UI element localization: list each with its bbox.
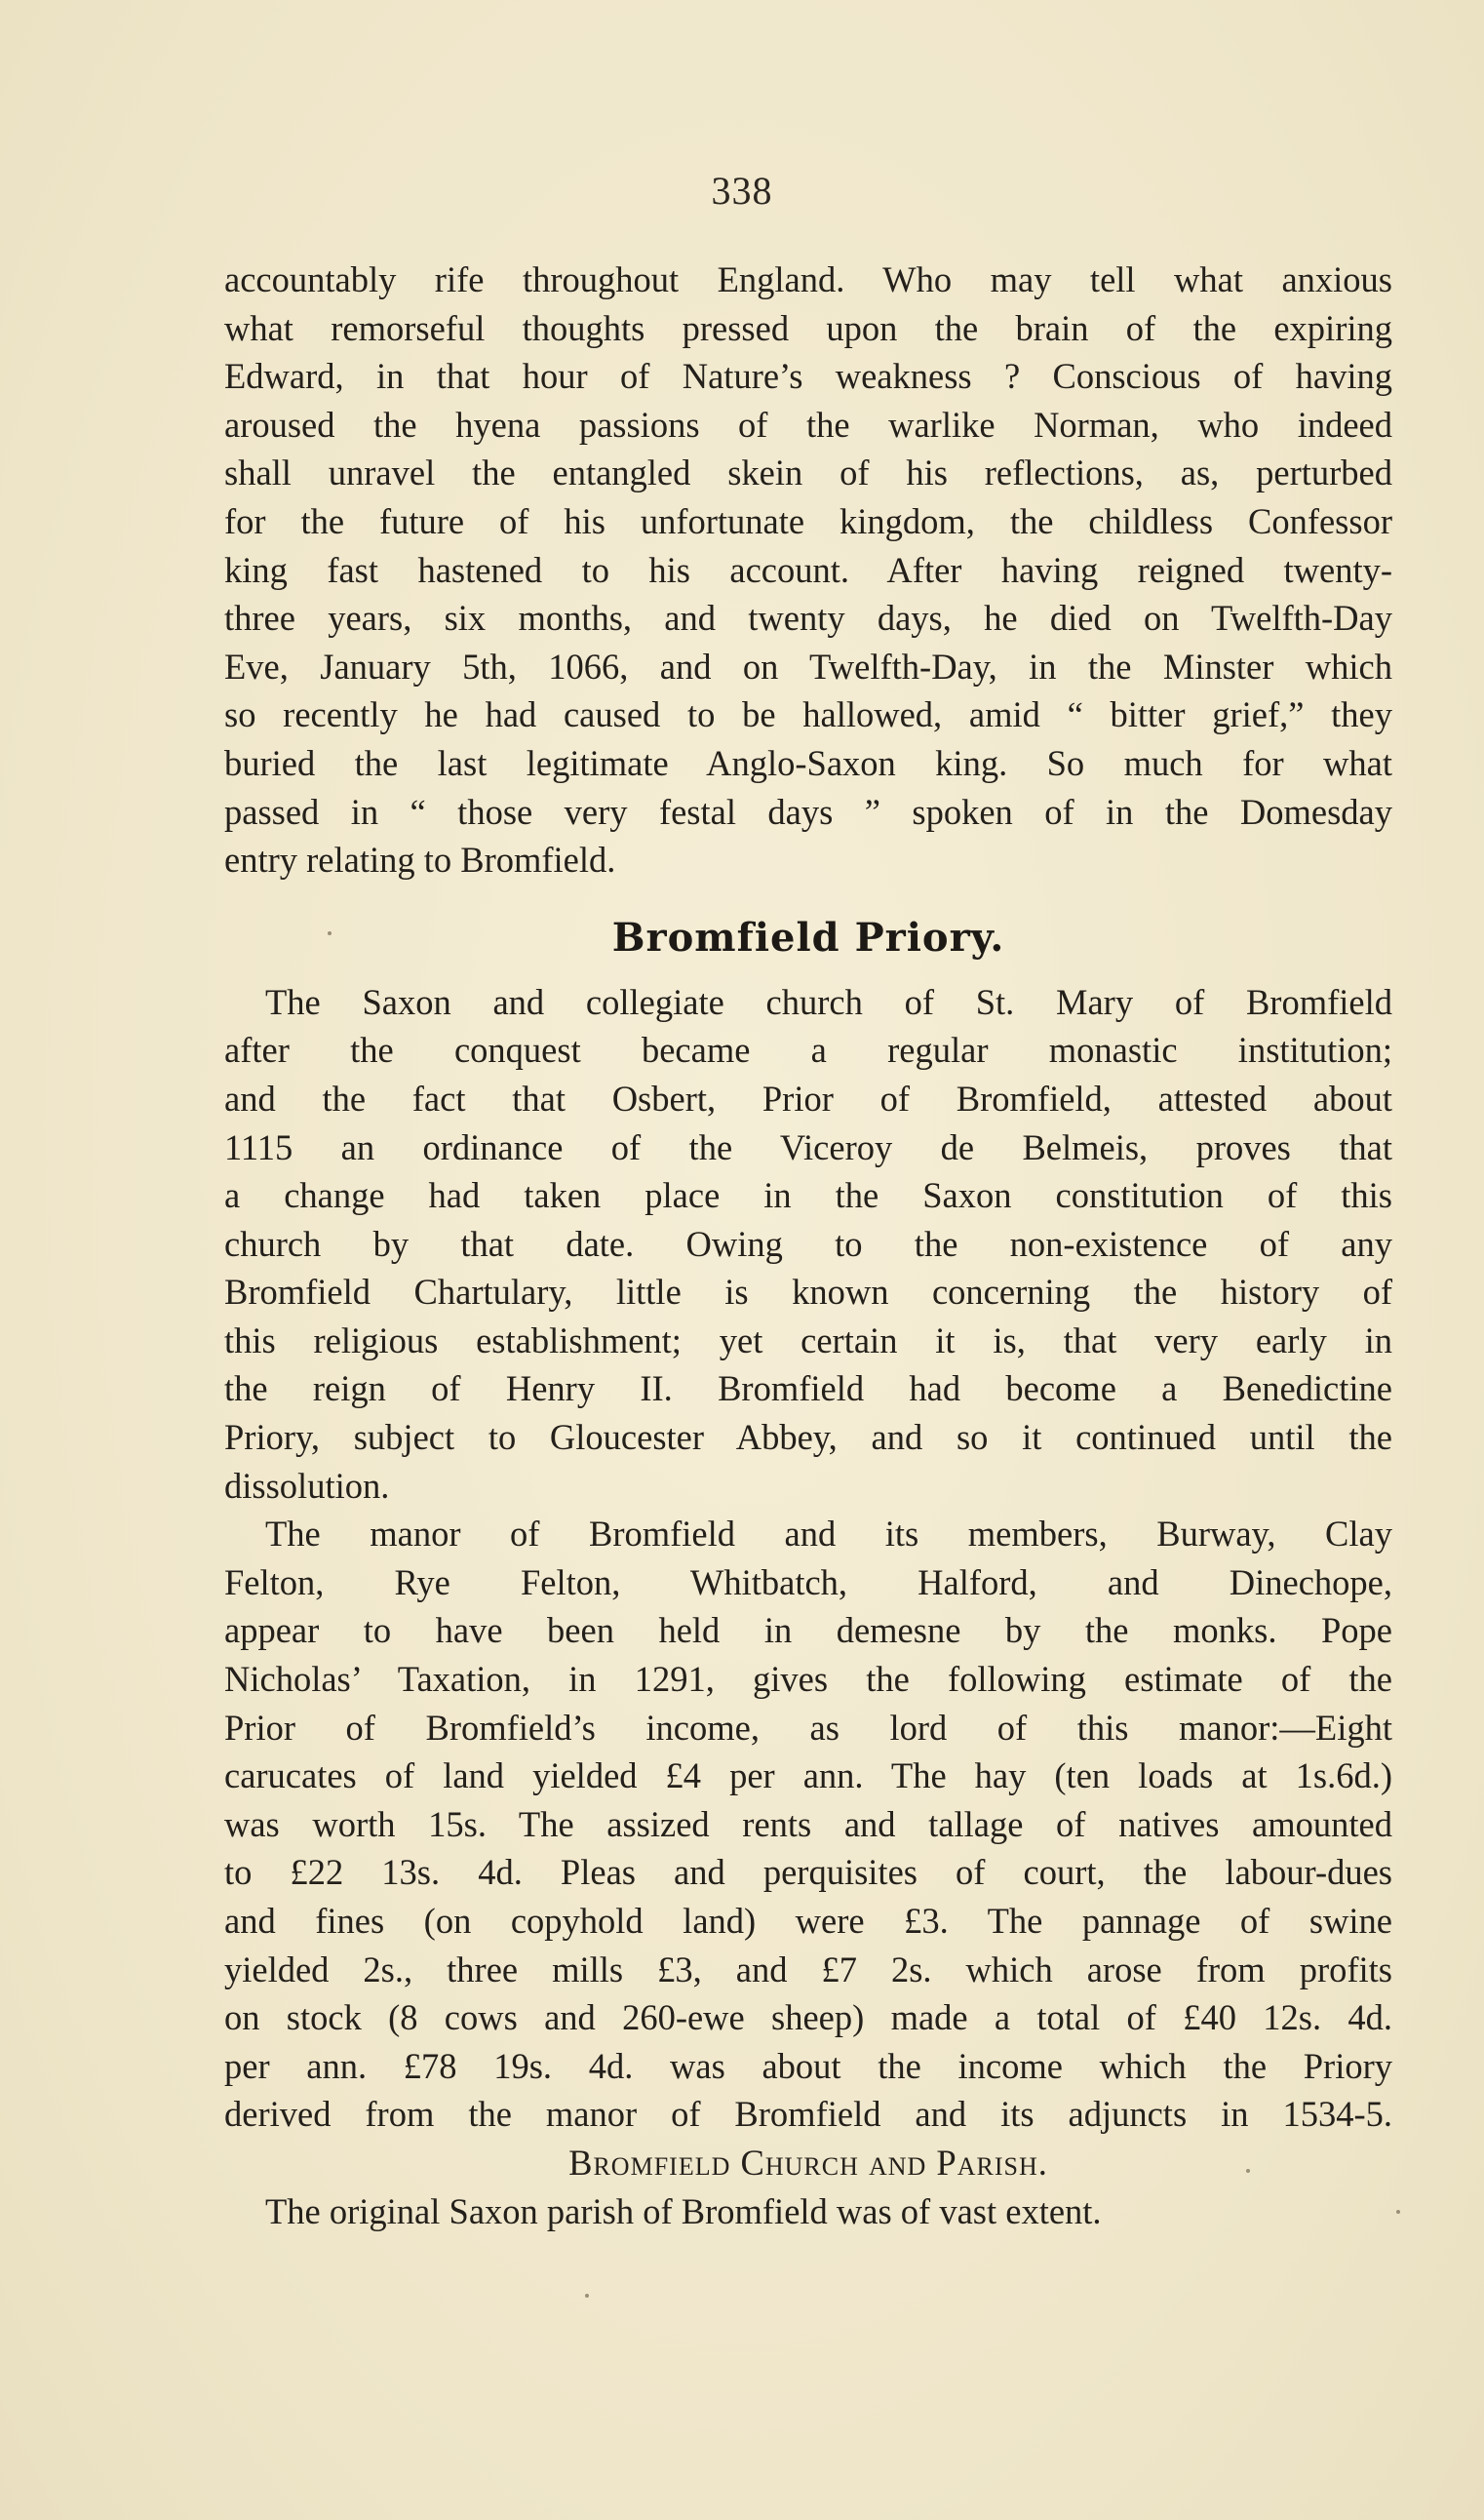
paper-speck — [585, 2294, 589, 2298]
text-line: what remorseful thoughts pressed upon the brain of the expiring — [224, 307, 1392, 348]
text-line: derived from the manor of Bromfield and its adjuncts in 1534-5. — [224, 2094, 1392, 2135]
text-line: appear to have been held in demesne by the monks. Pope — [224, 1610, 1392, 1651]
text-line: carucates of land yielded £4 per ann. The hay (ten loads at 1s.6d.) — [224, 1755, 1392, 1796]
text-line: three years, six months, and twenty days, he died on Twelfth-Day — [224, 598, 1392, 639]
page-number: 338 — [711, 169, 773, 213]
text-line: The original Saxon parish of Bromfield was of vast extent. — [265, 2190, 1102, 2231]
text-line: and the fact that Osbert, Prior of Bromfield, attested about — [224, 1078, 1392, 1119]
text-line: for the future of his unfortunate kingdom, the childless Confessor — [224, 500, 1392, 541]
text-line: yielded 2s., three mills £3, and £7 2s. which arose from profits — [224, 1949, 1392, 1989]
text-line: per ann. £78 19s. 4d. was about the income which the Priory — [224, 2045, 1392, 2086]
paper-speck — [328, 931, 332, 935]
text-line: accountably rife throughout England. Who may tell what anxious — [224, 259, 1392, 299]
text-line: the reign of Henry II. Bromfield had become a Benedictine — [224, 1368, 1392, 1409]
text-line: this religious establishment; yet certain it is, that very early in — [224, 1319, 1392, 1360]
paragraph-priory — [224, 978, 1392, 1511]
text-line: Nicholas’ Taxation, in 1291, gives the following estimate of the — [224, 1659, 1392, 1700]
paper-speck — [1246, 2169, 1250, 2173]
text-line: and fines (on copyhold land) were £3. The pannage of swine — [224, 1901, 1392, 1941]
paragraph-domesday — [224, 256, 1392, 885]
text-line: Prior of Bromfield’s income, as lord of this manor:—Eight — [224, 1707, 1392, 1748]
text-line: Felton, Rye Felton, Whitbatch, Halford, and Dinechope, — [224, 1561, 1392, 1602]
text-line: Priory, subject to Gloucester Abbey, and so it continued until the — [224, 1417, 1392, 1458]
paragraph-parish — [224, 2187, 1392, 2236]
text-line: was worth 15s. The assized rents and tallage of natives amounted — [224, 1803, 1392, 1844]
text-line: passed in “ those very festal days ” spoken of in the Domesday — [224, 791, 1392, 832]
text-line: 1115 an ordinance of the Viceroy de Belmeis, proves that — [224, 1126, 1392, 1167]
text-line: The manor of Bromfield and its members, Burway, Clay — [265, 1514, 1392, 1555]
text-line: after the conquest became a regular monastic institution; — [224, 1030, 1392, 1071]
text-line: aroused the hyena passions of the warlike Norman, who indeed — [224, 404, 1392, 445]
section-heading-priory: Bromfield Priory. — [611, 914, 1005, 961]
text-line: a change had taken place in the Saxon constitution of this — [224, 1175, 1392, 1216]
paper-speck — [1396, 2210, 1400, 2214]
text-line: dissolution. — [224, 1465, 390, 1506]
section-heading-church: Bromfield Church and Parish. — [568, 2142, 1048, 2183]
text-line: entry relating to Bromfield. — [224, 840, 616, 881]
body-text — [224, 256, 1392, 2235]
text-line: to £22 13s. 4d. Pleas and perquisites of court, the labour-dues — [224, 1852, 1392, 1893]
text-line: The Saxon and collegiate church of St. Mary of Bromfield — [265, 981, 1392, 1022]
text-line: buried the last legitimate Anglo-Saxon king. So much for what — [224, 742, 1392, 783]
text-line: Bromfield Chartulary, little is known concerning the history of — [224, 1272, 1392, 1313]
text-line: so recently he had caused to be hallowed, amid “ bitter grief,” they — [224, 694, 1392, 735]
text-line: Eve, January 5th, 1066, and on Twelfth-Day, in the Minster which — [224, 646, 1392, 687]
text-line: shall unravel the entangled skein of his reflections, as, perturbed — [224, 453, 1392, 493]
text-line: church by that date. Owing to the non-existence of any — [224, 1223, 1392, 1264]
text-line: on stock (8 cows and 260-ewe sheep) made a total of £40 12s. 4d. — [224, 1997, 1392, 2038]
paragraph-manor — [224, 1510, 1392, 2139]
text-line: king fast hastened to his account. After having reigned twenty- — [224, 549, 1392, 590]
text-line: Edward, in that hour of Nature’s weakness ? Conscious of having — [224, 356, 1392, 397]
